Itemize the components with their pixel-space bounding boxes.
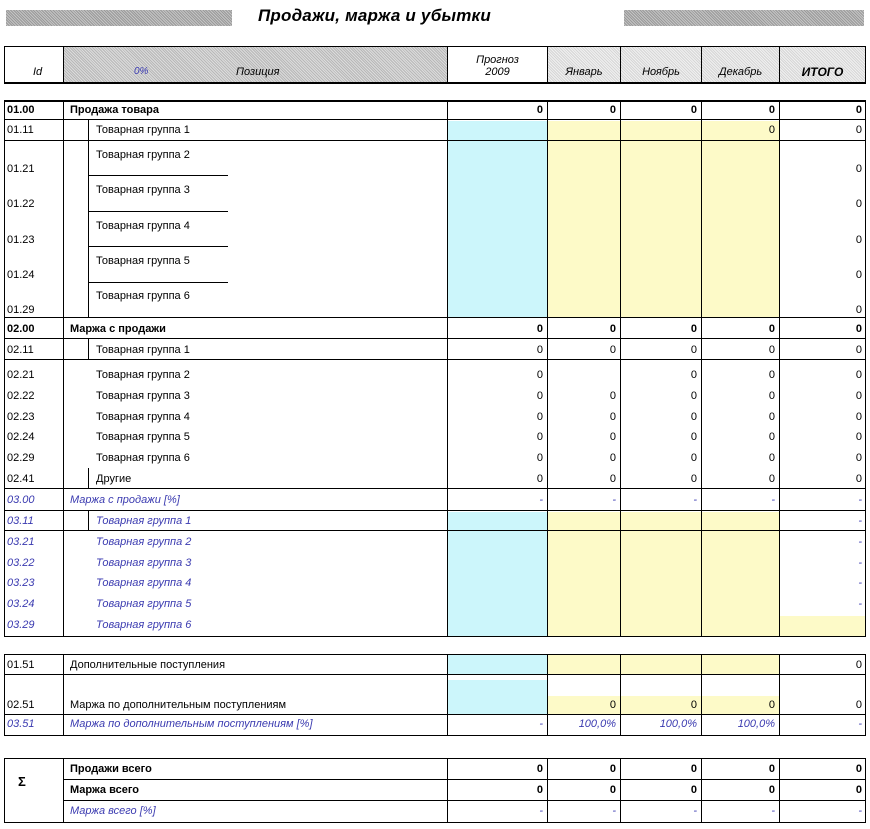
row-label: Товарная группа 2 [96, 369, 190, 381]
cell-nov[interactable]: - [693, 805, 697, 817]
row-label: Товарная группа 3 [96, 390, 190, 402]
cell-jan[interactable]: 0 [609, 390, 616, 402]
row-label: Маржа всего [%] [70, 805, 156, 817]
row-label: Товарная группа 6 [96, 619, 192, 631]
cell-forecast[interactable]: 0 [536, 344, 543, 356]
cell-total[interactable]: 0 [855, 411, 862, 423]
cell-total[interactable]: 0 [855, 390, 862, 402]
forecast-input-area-1[interactable] [448, 121, 547, 317]
cell-dec[interactable]: 0 [768, 452, 775, 464]
report-title: Продажи, маржа и убытки [258, 6, 491, 25]
title-bar-right [624, 10, 864, 26]
header-id: Id [4, 46, 64, 84]
row-id: 03.11 [7, 515, 34, 527]
row-label: Товарная группа 4 [96, 577, 192, 589]
total-input-area-2[interactable] [779, 616, 866, 636]
row-label: Товарная группа 5 [96, 431, 190, 443]
cell-nov[interactable]: 0 [690, 411, 697, 423]
cell-total[interactable]: 0 [855, 163, 862, 175]
cell-total[interactable]: 0 [855, 659, 862, 671]
cell-forecast[interactable]: 0 [536, 452, 543, 464]
cell-nov[interactable]: 0 [690, 473, 697, 485]
row-label: Товарная группа 5 [96, 255, 190, 267]
cell-total[interactable]: 0 [855, 431, 862, 443]
row-label: Маржа всего [70, 784, 139, 796]
cell-jan[interactable]: - [612, 805, 616, 817]
row-label: Продажи всего [70, 763, 152, 775]
header-nov: Ноябрь [620, 46, 702, 84]
cell-dec[interactable]: 0 [768, 784, 775, 796]
row-id: 03.24 [7, 598, 35, 610]
header-jan: Январь [547, 46, 621, 84]
cell-forecast[interactable]: - [539, 494, 543, 506]
row-line [63, 779, 866, 780]
row-id: 01.00 [7, 104, 35, 116]
cell-total[interactable]: - [858, 494, 862, 506]
row-label: Товарная группа 2 [96, 536, 192, 548]
section-bottom [4, 735, 866, 736]
row-line [4, 359, 866, 360]
row-line [4, 674, 866, 675]
cell-forecast[interactable]: 0 [536, 411, 543, 423]
cell-total[interactable]: 0 [855, 104, 862, 116]
cell-nov[interactable]: 0 [690, 784, 697, 796]
row-label: Маржа по дополнительным поступлениям [%] [70, 718, 313, 730]
cell-total[interactable]: 0 [855, 763, 862, 775]
cell-jan[interactable]: 0 [609, 411, 616, 423]
row-line [63, 800, 866, 801]
cell-total[interactable]: - [858, 805, 862, 817]
cell-forecast[interactable]: 0 [536, 763, 543, 775]
cell-forecast[interactable]: - [539, 805, 543, 817]
cell-forecast[interactable]: 0 [536, 431, 543, 443]
row-id: 02.11 [7, 344, 34, 356]
cell-total[interactable]: 0 [855, 198, 862, 210]
cell-total[interactable]: - [858, 557, 862, 569]
row-label: Товарная группа 3 [96, 557, 192, 569]
row-id: 01.22 [7, 198, 35, 210]
header-forecast: Прогноз 2009 [447, 46, 548, 84]
cell-jan[interactable]: 0 [609, 431, 616, 443]
row-id: 03.51 [7, 718, 35, 730]
row-id: 02.21 [7, 369, 35, 381]
row-label: Маржа по дополнительным поступлениям [70, 699, 287, 711]
row-label: Маржа с продажи [%] [70, 494, 180, 506]
cell-jan[interactable]: 100,0% [578, 718, 616, 730]
sigma-symbol: Σ [18, 774, 26, 789]
row-id: 01.21 [7, 163, 35, 175]
cell-nov[interactable]: 0 [690, 323, 697, 335]
cell-nov[interactable]: - [693, 494, 697, 506]
row-label: Товарная группа 5 [96, 598, 192, 610]
row-label: Товарная группа 1 [96, 515, 192, 527]
cell-jan[interactable]: - [612, 494, 616, 506]
cell-forecast[interactable]: 0 [536, 784, 543, 796]
row-label: Товарная группа 1 [96, 344, 190, 356]
row-id: 02.00 [7, 323, 35, 335]
cell-dec[interactable]: 0 [768, 124, 775, 136]
bracket-line [88, 468, 89, 488]
cell-forecast[interactable]: 0 [536, 473, 543, 485]
row-id: 02.24 [7, 431, 35, 443]
row-id: 02.22 [7, 390, 35, 402]
cell-total[interactable]: - [858, 515, 862, 527]
col-line [4, 758, 5, 822]
cell-total[interactable]: - [858, 718, 862, 730]
row-id: 01.24 [7, 269, 35, 281]
cell-total[interactable]: 0 [855, 699, 862, 711]
row-id: 03.22 [7, 557, 35, 569]
row-label: Товарная группа 1 [96, 124, 190, 136]
col-line [63, 100, 64, 637]
cell-jan[interactable]: 0 [609, 323, 616, 335]
cell-dec[interactable]: - [771, 494, 775, 506]
col-line [4, 100, 5, 637]
cell-dec[interactable]: 0 [768, 323, 775, 335]
bracket-line [88, 119, 89, 317]
header-total: ИТОГО [779, 46, 866, 84]
cell-dec[interactable]: 0 [768, 369, 775, 381]
cell-dec[interactable]: - [771, 805, 775, 817]
row-id: 02.41 [7, 473, 35, 485]
row-id: 03.21 [7, 536, 35, 548]
header-position-label: Позиция [236, 66, 280, 78]
header-pct: 0% [134, 66, 149, 77]
cell-jan[interactable]: 0 [609, 452, 616, 464]
cell-jan[interactable]: 0 [609, 344, 616, 356]
cell-nov[interactable]: 0 [690, 390, 697, 402]
cell-dec[interactable]: 0 [768, 104, 775, 116]
cell-dec[interactable]: 0 [768, 699, 775, 711]
cell-forecast[interactable]: 0 [536, 323, 543, 335]
row-id: 01.11 [7, 124, 34, 136]
cell-jan[interactable]: 0 [609, 784, 616, 796]
header-position [63, 46, 448, 84]
row-label: Другие [96, 473, 132, 485]
cell-total[interactable]: - [858, 577, 862, 589]
cell-forecast[interactable]: - [539, 718, 543, 730]
bracket-tick [88, 246, 228, 247]
cell-dec[interactable]: 0 [768, 431, 775, 443]
cell-forecast[interactable]: 0 [536, 390, 543, 402]
cell-total[interactable]: - [858, 536, 862, 548]
row-id: 01.29 [7, 304, 35, 316]
bracket-tick [88, 211, 228, 212]
row-id: 01.23 [7, 234, 35, 246]
cell-total[interactable]: 0 [855, 452, 862, 464]
cell-dec[interactable]: 100,0% [737, 718, 775, 730]
cell-total[interactable]: 0 [855, 473, 862, 485]
cell-dec[interactable]: 0 [768, 411, 775, 423]
months-input-area-1[interactable] [548, 121, 779, 317]
row-line [4, 338, 866, 339]
row-label: Товарная группа 6 [96, 290, 190, 302]
row-id: 02.51 [7, 699, 35, 711]
section-bottom [4, 822, 866, 823]
row-line [4, 119, 866, 120]
cell-jan[interactable]: 0 [609, 763, 616, 775]
cell-nov[interactable]: 0 [690, 431, 697, 443]
bracket-tick [88, 282, 228, 283]
row-line [4, 488, 866, 489]
bracket-line [88, 338, 89, 359]
row-label: Продажа товара [70, 104, 159, 116]
section-top [4, 100, 866, 102]
row-line [4, 714, 866, 715]
col-line [63, 654, 64, 735]
row-label: Маржа с продажи [70, 323, 166, 335]
cell-dec[interactable]: 0 [768, 473, 775, 485]
cell-total[interactable]: 0 [855, 269, 862, 281]
cell-dec[interactable]: 0 [768, 390, 775, 402]
section-bottom [4, 636, 866, 637]
title-bar-left [6, 10, 232, 26]
cell-total[interactable]: 0 [855, 124, 862, 136]
cell-forecast[interactable]: 0 [536, 369, 543, 381]
col-line [547, 100, 548, 637]
row-label: Товарная группа 2 [96, 149, 190, 161]
row-label: Товарная группа 6 [96, 452, 190, 464]
bracket-line [88, 510, 89, 530]
cell-total[interactable]: - [858, 598, 862, 610]
cell-nov[interactable]: 0 [690, 763, 697, 775]
bracket-tick [88, 175, 228, 176]
cell-nov[interactable]: 0 [690, 369, 697, 381]
row-id: 03.23 [7, 577, 35, 589]
section-top [4, 758, 866, 759]
cell-nov[interactable]: 0 [690, 452, 697, 464]
col-line [4, 654, 5, 735]
months-input-area-3[interactable] [548, 654, 779, 674]
row-id: 03.29 [7, 619, 35, 631]
row-label: Товарная группа 3 [96, 184, 190, 196]
cell-total[interactable]: 0 [855, 323, 862, 335]
cell-jan[interactable]: 0 [609, 473, 616, 485]
header-dec: Декабрь [701, 46, 780, 84]
cell-total[interactable]: 0 [855, 234, 862, 246]
cell-nov[interactable]: 0 [690, 104, 697, 116]
cell-total[interactable]: 0 [855, 344, 862, 356]
cell-total[interactable]: 0 [855, 784, 862, 796]
cell-total[interactable]: 0 [855, 304, 862, 316]
cell-nov[interactable]: 100,0% [659, 718, 697, 730]
row-line [4, 510, 866, 511]
cell-dec[interactable]: 0 [768, 344, 775, 356]
row-id: 01.51 [7, 659, 35, 671]
cell-total[interactable]: 0 [855, 369, 862, 381]
row-line [4, 530, 866, 531]
forecast-input-area-3[interactable] [448, 654, 547, 674]
col-line [63, 758, 64, 822]
section-top [4, 654, 866, 655]
row-line [4, 317, 866, 318]
row-label: Товарная группа 4 [96, 220, 190, 232]
row-line [4, 140, 866, 141]
row-label: Дополнительные поступления [70, 659, 226, 671]
cell-dec[interactable]: 0 [768, 763, 775, 775]
cell-nov[interactable]: 0 [690, 344, 697, 356]
row-id: 02.23 [7, 411, 35, 423]
cell-nov[interactable]: 0 [690, 699, 697, 711]
cell-jan[interactable]: 0 [609, 699, 616, 711]
cell-jan[interactable]: 0 [609, 104, 616, 116]
forecast-input-area-4[interactable] [448, 680, 547, 714]
row-id: 02.29 [7, 452, 35, 464]
cell-forecast[interactable]: 0 [536, 104, 543, 116]
row-label: Товарная группа 4 [96, 411, 190, 423]
row-id: 03.00 [7, 494, 35, 506]
